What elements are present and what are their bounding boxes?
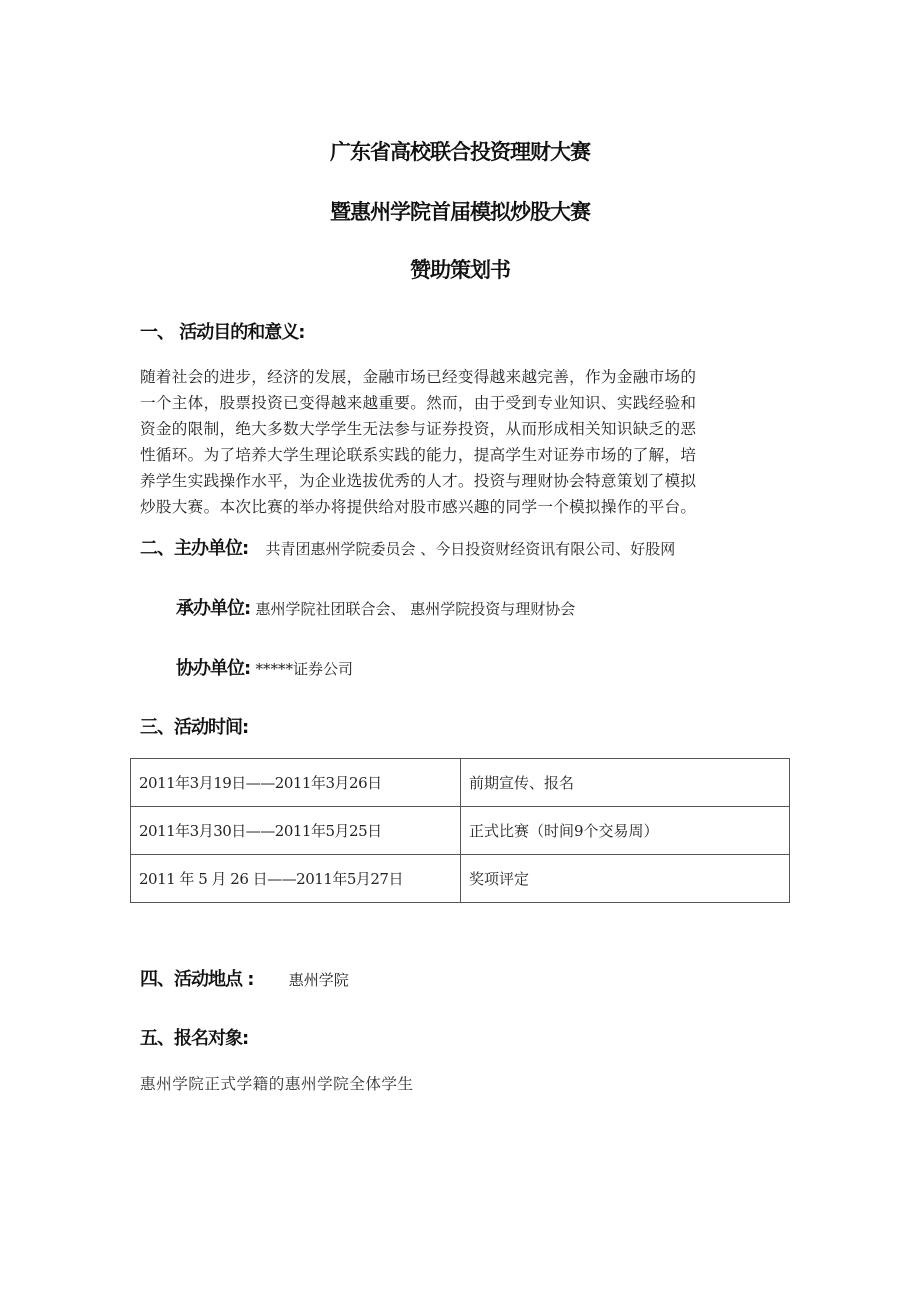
section-2-heading-row [140,534,675,560]
schedule-table [130,758,790,903]
activity-cell: 奖项评定 [461,855,790,903]
host-units: 共青团惠州学院委员会 、今日投资财经资讯有限公司、好股网 [265,540,676,558]
section-2-heading: 二、主办单位: [140,538,249,559]
section-4-heading: 四、活动地点 : [140,969,254,990]
activity-cell: 前期宣传、报名 [461,759,790,807]
period-cell: 2011年3月30日——2011年5月25日 [131,807,461,855]
venue-value: 惠州学院 [288,971,349,989]
paragraph-line: 一个主体，股票投资已变得越来越重要。然而，由于受到专业知识、实践经验和 [140,394,697,412]
section-1-paragraph [140,364,784,520]
period-cell: 2011 年 5 月 26 日——2011年5月27日 [131,855,461,903]
period-cell: 2011年3月19日——2011年3月26日 [131,759,461,807]
coorganizer-row [176,654,353,680]
table-row [131,855,790,903]
section-5-heading: 五、报名对象: [140,1028,249,1049]
organizer-label: 承办单位: [176,598,251,619]
table-row [131,807,790,855]
activity-cell: 正式比赛（时间9个交易周） [461,807,790,855]
section-1-heading: 一、 活动目的和意义: [140,322,305,343]
table-row [131,759,790,807]
coorganizer-value: *****证券公司 [255,660,353,678]
section-4-row [140,965,349,991]
organizer-row [176,594,575,620]
section-3-heading: 三、活动时间: [140,717,249,738]
paragraph-line: 随着社会的进步，经济的发展，金融市场已经变得越来越完善，作为金融市场的 [140,368,697,386]
document-title-line-1: 广东省高校联合投资理财大赛 [330,140,590,164]
paragraph-line: 养学生实践操作水平，为企业选拔优秀的人才。投资与理财协会特意策划了模拟 [140,472,697,490]
paragraph-line: 性循环。为了培养大学生理论联系实践的能力，提高学生对证券市场的了解，培 [140,446,697,464]
document-title-line-2: 暨惠州学院首届模拟炒股大赛 [330,200,590,224]
coorganizer-label: 协办单位: [176,658,251,679]
paragraph-line: 炒股大赛。本次比赛的举办将提供给对股市感兴趣的同学一个模拟操作的平台。 [140,498,697,516]
organizer-value: 惠州学院社团联合会、 惠州学院投资与理财协会 [255,600,576,618]
eligibility-text: 惠州学院正式学籍的惠州学院全体学生 [140,1075,414,1093]
paragraph-line: 资金的限制，绝大多数大学学生无法参与证券投资，从而形成相关知识缺乏的恶 [140,420,697,438]
document-title-line-3: 赞助策划书 [410,258,510,282]
